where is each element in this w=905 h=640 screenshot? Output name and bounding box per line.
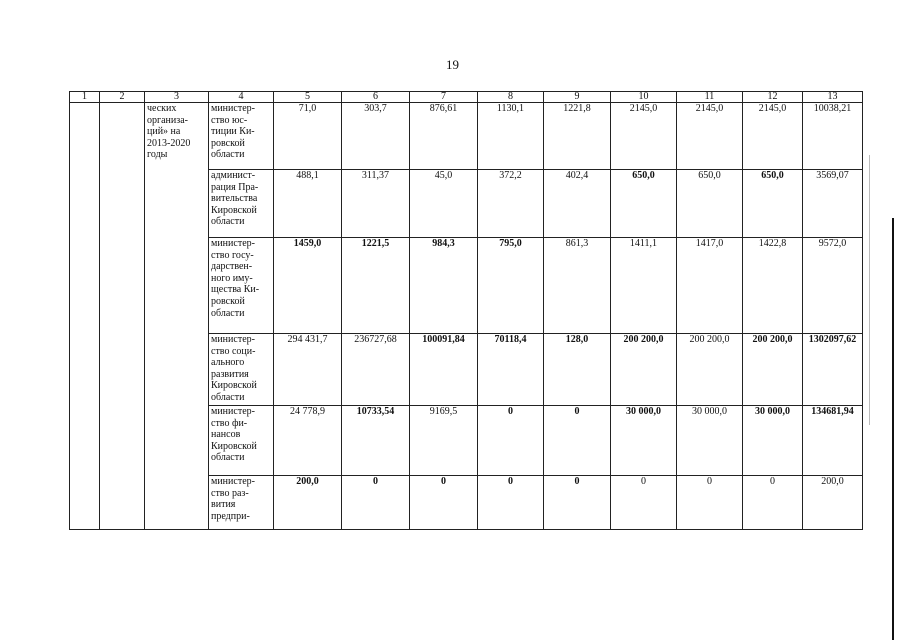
value-cell: 71,0 xyxy=(274,103,342,170)
col-1-cell xyxy=(70,103,100,530)
value-cell: 200,0 xyxy=(274,476,342,530)
organization-cell: министер-ство фи-нансов Кировской области xyxy=(209,406,274,476)
value-cell: 650,0 xyxy=(611,170,677,238)
value-cell: 30 000,0 xyxy=(743,406,803,476)
value-cell: 2145,0 xyxy=(677,103,743,170)
value-cell: 2145,0 xyxy=(611,103,677,170)
value-cell: 372,2 xyxy=(478,170,544,238)
value-cell: 1422,8 xyxy=(743,238,803,334)
value-cell: 200 200,0 xyxy=(611,334,677,406)
value-cell: 236727,68 xyxy=(342,334,410,406)
column-header: 3 xyxy=(145,92,209,103)
column-header: 11 xyxy=(677,92,743,103)
value-cell: 795,0 xyxy=(478,238,544,334)
value-cell: 70118,4 xyxy=(478,334,544,406)
value-cell: 0 xyxy=(677,476,743,530)
column-header: 6 xyxy=(342,92,410,103)
value-cell: 402,4 xyxy=(544,170,611,238)
value-cell: 1411,1 xyxy=(611,238,677,334)
value-cell: 0 xyxy=(478,476,544,530)
organization-cell: министер-ство госу-дарствен-ного иму-щества Ки-ровской области xyxy=(209,238,274,334)
column-header: 4 xyxy=(209,92,274,103)
column-header: 7 xyxy=(410,92,478,103)
page-number: 19 xyxy=(446,57,459,72)
value-cell: 1221,8 xyxy=(544,103,611,170)
value-cell: 294 431,7 xyxy=(274,334,342,406)
value-cell: 311,37 xyxy=(342,170,410,238)
value-cell: 0 xyxy=(611,476,677,530)
value-cell: 650,0 xyxy=(743,170,803,238)
value-cell: 0 xyxy=(478,406,544,476)
value-cell: 0 xyxy=(410,476,478,530)
value-cell: 984,3 xyxy=(410,238,478,334)
value-cell: 1302097,62 xyxy=(803,334,863,406)
value-cell: 861,3 xyxy=(544,238,611,334)
value-cell: 24 778,9 xyxy=(274,406,342,476)
scan-edge-line xyxy=(892,218,894,640)
header-row xyxy=(70,92,863,103)
value-cell: 0 xyxy=(342,476,410,530)
value-cell: 1221,5 xyxy=(342,238,410,334)
column-header: 13 xyxy=(803,92,863,103)
value-cell: 3569,07 xyxy=(803,170,863,238)
column-header: 12 xyxy=(743,92,803,103)
column-header: 9 xyxy=(544,92,611,103)
scan-edge-line-faint xyxy=(869,155,870,425)
value-cell: 200 200,0 xyxy=(743,334,803,406)
value-cell: 303,7 xyxy=(342,103,410,170)
column-header: 5 xyxy=(274,92,342,103)
value-cell: 45,0 xyxy=(410,170,478,238)
organization-cell: министер-ство раз-вития предпри- xyxy=(209,476,274,530)
column-header: 10 xyxy=(611,92,677,103)
value-cell: 2145,0 xyxy=(743,103,803,170)
program-name-cell: ческих организа-ций» на 2013-2020 годы xyxy=(145,103,209,530)
column-header: 8 xyxy=(478,92,544,103)
value-cell: 9169,5 xyxy=(410,406,478,476)
value-cell: 134681,94 xyxy=(803,406,863,476)
value-cell: 200,0 xyxy=(803,476,863,530)
value-cell: 128,0 xyxy=(544,334,611,406)
table-body xyxy=(70,103,863,530)
budget-table xyxy=(69,91,863,530)
organization-cell: министер-ство юс-тиции Ки-ровской области xyxy=(209,103,274,170)
value-cell: 1417,0 xyxy=(677,238,743,334)
value-cell: 650,0 xyxy=(677,170,743,238)
col-2-cell xyxy=(100,103,145,530)
value-cell: 200 200,0 xyxy=(677,334,743,406)
value-cell: 488,1 xyxy=(274,170,342,238)
value-cell: 30 000,0 xyxy=(611,406,677,476)
value-cell: 10733,54 xyxy=(342,406,410,476)
organization-cell: админист-рация Пра-вительства Кировской области xyxy=(209,170,274,238)
value-cell: 30 000,0 xyxy=(677,406,743,476)
value-cell: 1130,1 xyxy=(478,103,544,170)
value-cell: 9572,0 xyxy=(803,238,863,334)
value-cell: 0 xyxy=(743,476,803,530)
table-row xyxy=(70,103,863,170)
value-cell: 0 xyxy=(544,406,611,476)
organization-cell: министер-ство соци-ального развития Кировской области xyxy=(209,334,274,406)
value-cell: 0 xyxy=(544,476,611,530)
value-cell: 1459,0 xyxy=(274,238,342,334)
value-cell: 100091,84 xyxy=(410,334,478,406)
value-cell: 10038,21 xyxy=(803,103,863,170)
column-header: 2 xyxy=(100,92,145,103)
column-header: 1 xyxy=(70,92,100,103)
value-cell: 876,61 xyxy=(410,103,478,170)
